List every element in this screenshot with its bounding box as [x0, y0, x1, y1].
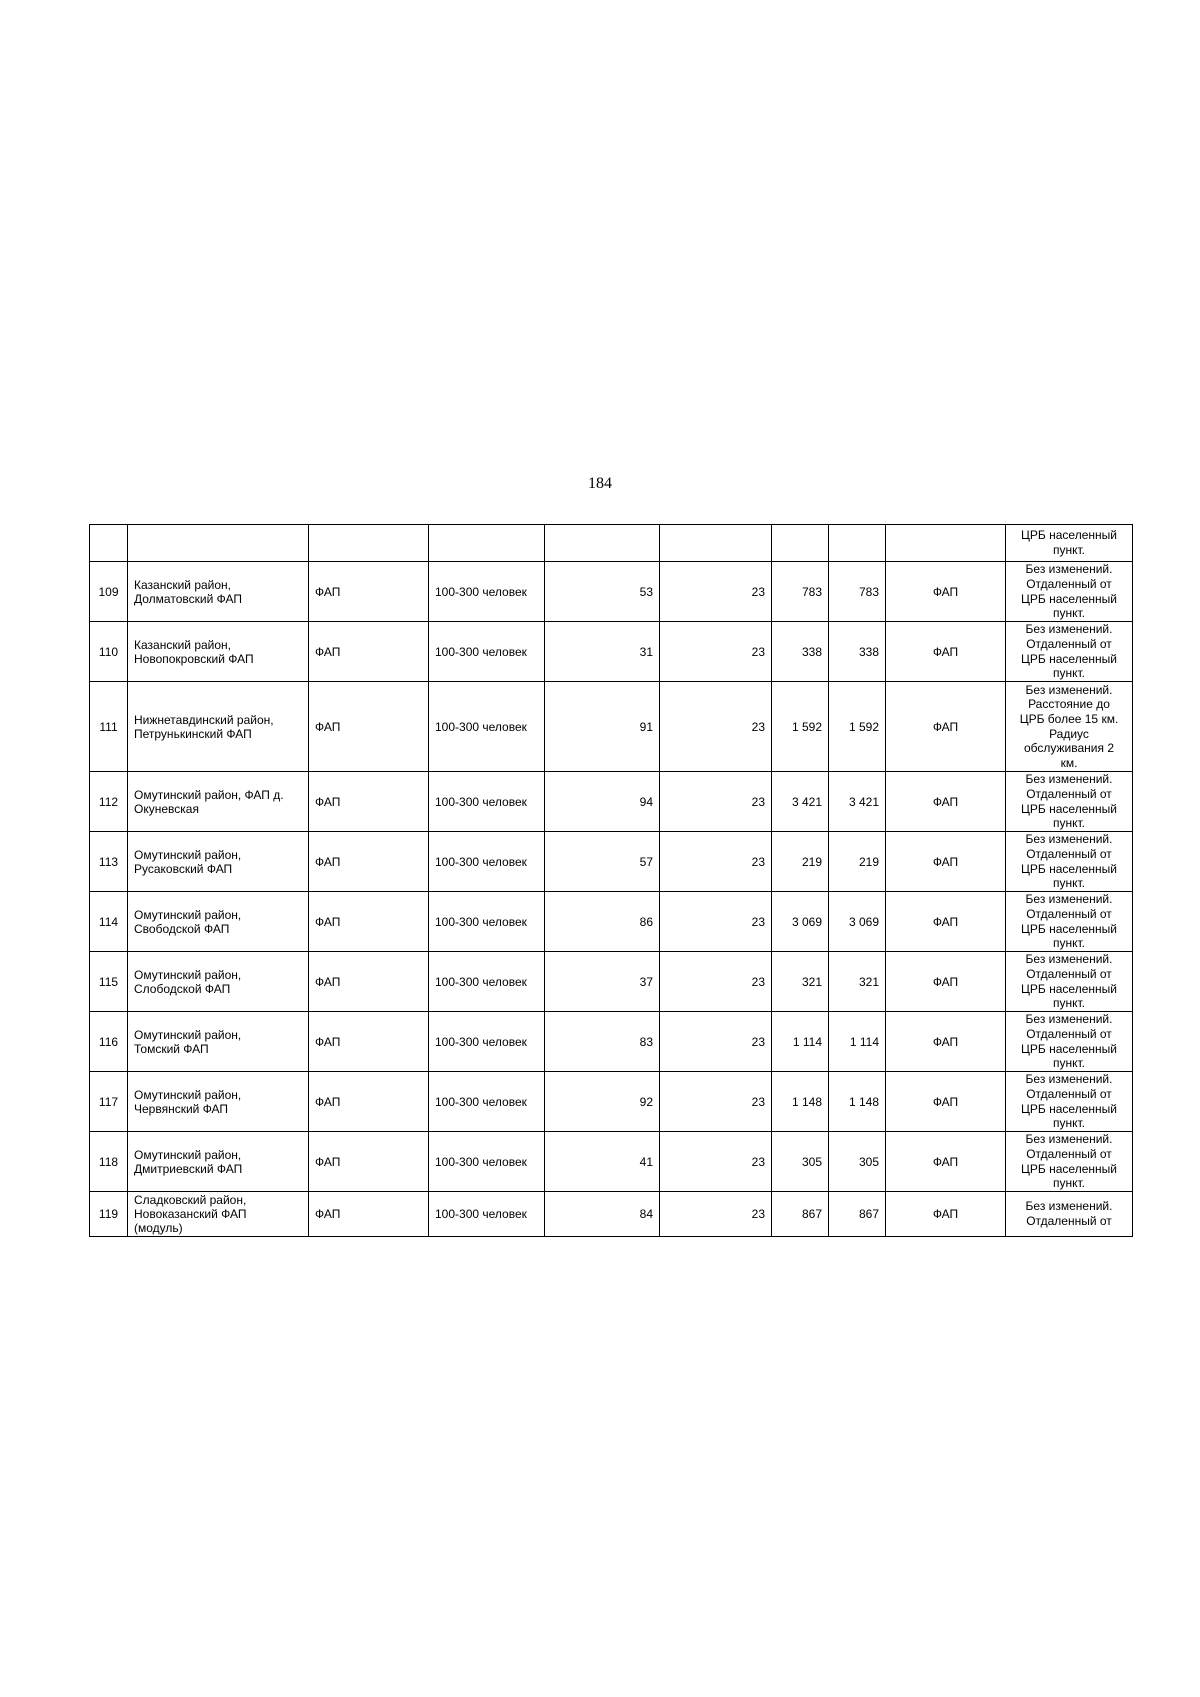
cell-value-2 — [660, 525, 772, 562]
cell-capacity — [429, 525, 545, 562]
cell-type-2: ФАП — [886, 772, 1006, 832]
table-row — [90, 952, 1133, 1012]
cell-value-4: 1 592 — [829, 682, 886, 772]
cell-note: Без изменений. Отдаленный от ЦРБ населенный пункт. — [1006, 952, 1133, 1012]
cell-name — [128, 525, 309, 562]
cell-value-1 — [545, 525, 660, 562]
cell-name: Омутинский район, Русаковский ФАП — [128, 832, 309, 892]
cell-type: ФАП — [309, 772, 429, 832]
cell-type: ФАП — [309, 892, 429, 952]
cell-value-3: 1 148 — [772, 1072, 829, 1132]
cell-value-4: 1 148 — [829, 1072, 886, 1132]
cell-capacity: 100-300 человек — [429, 622, 545, 682]
cell-value-3 — [772, 525, 829, 562]
cell-value-3: 867 — [772, 1192, 829, 1237]
cell-type-2: ФАП — [886, 1072, 1006, 1132]
cell-num: 113 — [90, 832, 128, 892]
table-row — [90, 562, 1133, 622]
cell-num: 114 — [90, 892, 128, 952]
cell-value-1: 57 — [545, 832, 660, 892]
cell-num: 119 — [90, 1192, 128, 1237]
cell-note: Без изменений. Отдаленный от ЦРБ населенный пункт. — [1006, 1072, 1133, 1132]
cell-name: Омутинский район, ФАП д. Окуневская — [128, 772, 309, 832]
cell-value-2: 23 — [660, 952, 772, 1012]
cell-type-2: ФАП — [886, 622, 1006, 682]
cell-type-2 — [886, 525, 1006, 562]
cell-capacity: 100-300 человек — [429, 562, 545, 622]
cell-type-2: ФАП — [886, 1192, 1006, 1237]
cell-type: ФАП — [309, 1012, 429, 1072]
cell-type: ФАП — [309, 1192, 429, 1237]
cell-num: 109 — [90, 562, 128, 622]
cell-type: ФАП — [309, 622, 429, 682]
cell-value-3: 338 — [772, 622, 829, 682]
continuation-row — [90, 525, 1133, 562]
cell-name: Сладковский район, Новоказанский ФАП (модуль) — [128, 1192, 309, 1237]
cell-capacity: 100-300 человек — [429, 772, 545, 832]
cell-capacity: 100-300 человек — [429, 1012, 545, 1072]
cell-num: 110 — [90, 622, 128, 682]
table-row — [90, 682, 1133, 772]
table-row — [90, 1192, 1133, 1237]
cell-note: ЦРБ населенный пункт. — [1006, 525, 1133, 562]
table-row — [90, 832, 1133, 892]
cell-type-2: ФАП — [886, 562, 1006, 622]
cell-name: Омутинский район, Томский ФАП — [128, 1012, 309, 1072]
cell-value-3: 1 592 — [772, 682, 829, 772]
cell-type-2: ФАП — [886, 952, 1006, 1012]
cell-capacity: 100-300 человек — [429, 892, 545, 952]
cell-type: ФАП — [309, 1072, 429, 1132]
cell-value-1: 84 — [545, 1192, 660, 1237]
cell-value-2: 23 — [660, 892, 772, 952]
cell-type-2: ФАП — [886, 892, 1006, 952]
cell-capacity: 100-300 человек — [429, 952, 545, 1012]
table-row — [90, 772, 1133, 832]
cell-type-2: ФАП — [886, 1132, 1006, 1192]
cell-capacity: 100-300 человек — [429, 832, 545, 892]
cell-type-2: ФАП — [886, 1012, 1006, 1072]
cell-note: Без изменений. Отдаленный от ЦРБ населенный пункт. — [1006, 1012, 1133, 1072]
cell-num — [90, 525, 128, 562]
cell-name: Казанский район, Долматовский ФАП — [128, 562, 309, 622]
cell-note: Без изменений. Отдаленный от ЦРБ населенный пункт. — [1006, 1132, 1133, 1192]
cell-value-4: 305 — [829, 1132, 886, 1192]
cell-name: Омутинский район, Червянский ФАП — [128, 1072, 309, 1132]
cell-type: ФАП — [309, 952, 429, 1012]
cell-note: Без изменений. Отдаленный от ЦРБ населенный пункт. — [1006, 622, 1133, 682]
cell-value-4: 867 — [829, 1192, 886, 1237]
cell-capacity: 100-300 человек — [429, 1132, 545, 1192]
cell-value-1: 86 — [545, 892, 660, 952]
cell-num: 112 — [90, 772, 128, 832]
cell-note: Без изменений. Расстояние до ЦРБ более 15 км. Радиус обслуживания 2 км. — [1006, 682, 1133, 772]
cell-value-2: 23 — [660, 682, 772, 772]
cell-name: Нижнетавдинский район, Петрунькинский ФАП — [128, 682, 309, 772]
cell-value-1: 83 — [545, 1012, 660, 1072]
table-row — [90, 622, 1133, 682]
cell-value-2: 23 — [660, 622, 772, 682]
cell-value-3: 321 — [772, 952, 829, 1012]
cell-type-2: ФАП — [886, 832, 1006, 892]
cell-type: ФАП — [309, 832, 429, 892]
cell-num: 116 — [90, 1012, 128, 1072]
table-row — [90, 1012, 1133, 1072]
cell-num: 115 — [90, 952, 128, 1012]
cell-value-1: 41 — [545, 1132, 660, 1192]
cell-value-2: 23 — [660, 832, 772, 892]
cell-value-4 — [829, 525, 886, 562]
cell-note: Без изменений. Отдаленный от ЦРБ населенный пункт. — [1006, 832, 1133, 892]
cell-value-2: 23 — [660, 772, 772, 832]
cell-value-2: 23 — [660, 1072, 772, 1132]
table-row — [90, 1132, 1133, 1192]
cell-value-3: 305 — [772, 1132, 829, 1192]
table-row — [90, 1072, 1133, 1132]
cell-capacity: 100-300 человек — [429, 1072, 545, 1132]
cell-value-2: 23 — [660, 1132, 772, 1192]
cell-value-4: 219 — [829, 832, 886, 892]
cell-type — [309, 525, 429, 562]
cell-value-1: 31 — [545, 622, 660, 682]
cell-value-4: 321 — [829, 952, 886, 1012]
cell-value-1: 37 — [545, 952, 660, 1012]
cell-value-4: 338 — [829, 622, 886, 682]
cell-note: Без изменений. Отдаленный от ЦРБ населенный пункт. — [1006, 562, 1133, 622]
cell-value-4: 1 114 — [829, 1012, 886, 1072]
cell-type: ФАП — [309, 682, 429, 772]
cell-value-4: 3 421 — [829, 772, 886, 832]
cell-value-1: 53 — [545, 562, 660, 622]
table-body — [90, 525, 1133, 1237]
cell-name: Казанский район, Новопокровский ФАП — [128, 622, 309, 682]
cell-type: ФАП — [309, 562, 429, 622]
cell-name: Омутинский район, Дмитриевский ФАП — [128, 1132, 309, 1192]
cell-name: Омутинский район, Слободской ФАП — [128, 952, 309, 1012]
cell-capacity: 100-300 человек — [429, 682, 545, 772]
cell-type: ФАП — [309, 1132, 429, 1192]
cell-value-3: 3 421 — [772, 772, 829, 832]
cell-num: 118 — [90, 1132, 128, 1192]
cell-num: 117 — [90, 1072, 128, 1132]
cell-value-1: 92 — [545, 1072, 660, 1132]
cell-value-4: 783 — [829, 562, 886, 622]
cell-num: 111 — [90, 682, 128, 772]
cell-type-2: ФАП — [886, 682, 1006, 772]
cell-name: Омутинский район, Свободской ФАП — [128, 892, 309, 952]
cell-value-2: 23 — [660, 1012, 772, 1072]
cell-value-3: 783 — [772, 562, 829, 622]
cell-value-3: 219 — [772, 832, 829, 892]
cell-value-2: 23 — [660, 562, 772, 622]
cell-capacity: 100-300 человек — [429, 1192, 545, 1237]
cell-note: Без изменений. Отдаленный от — [1006, 1192, 1133, 1237]
cell-value-3: 3 069 — [772, 892, 829, 952]
cell-value-3: 1 114 — [772, 1012, 829, 1072]
cell-value-1: 94 — [545, 772, 660, 832]
table-row — [90, 892, 1133, 952]
page-number: 184 — [588, 475, 612, 492]
cell-note: Без изменений. Отдаленный от ЦРБ населенный пункт. — [1006, 772, 1133, 832]
cell-note: Без изменений. Отдаленный от ЦРБ населенный пункт. — [1006, 892, 1133, 952]
cell-value-2: 23 — [660, 1192, 772, 1237]
facility-table — [89, 524, 1133, 1237]
cell-value-4: 3 069 — [829, 892, 886, 952]
cell-value-1: 91 — [545, 682, 660, 772]
